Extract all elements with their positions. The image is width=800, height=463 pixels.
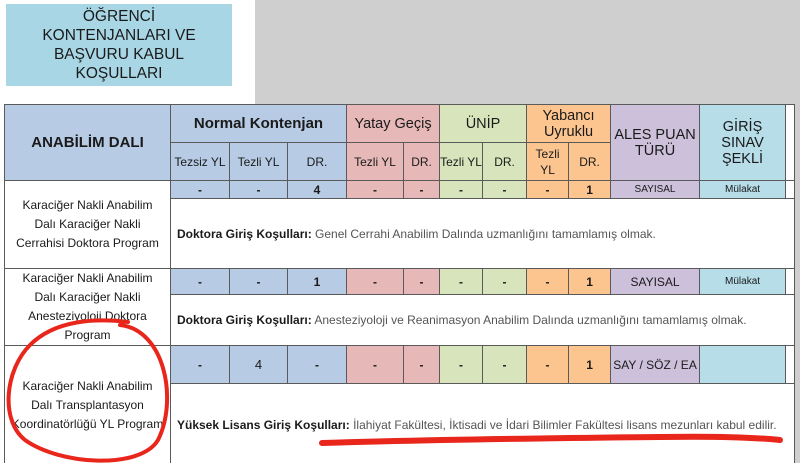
conditions-label: Yüksek Lisans Giriş Koşulları:	[177, 417, 350, 432]
cell-unip-dr: -	[483, 346, 527, 384]
header-department: ANABİLİM DALI	[5, 105, 171, 181]
sub-normal-tezli: Tezli YL	[230, 143, 288, 181]
cell-yabanci-tezli: -	[527, 269, 569, 295]
cell-normal-tezsiz: -	[171, 269, 230, 295]
admission-conditions	[171, 199, 795, 269]
cell-normal-tezsiz: -	[171, 346, 230, 384]
header-foreign: Yabancı Uyruklu	[527, 105, 611, 143]
program-name: Karaciğer Nakli Anabilim Dalı Karaciğer Nakli Anesteziyoloji Doktora Program	[5, 269, 171, 346]
cell-unip-tezli: -	[440, 181, 483, 199]
header-normal-quota: Normal Kontenjan	[171, 105, 347, 143]
cell-yatay-tezli: -	[347, 269, 404, 295]
header-exam: GİRİŞ SINAV ŞEKLİ	[700, 105, 786, 181]
conditions-text: Anesteziyoloji ve Reanimasyon Anabilim Dalında uzmanlığını tamamlamış olmak.	[311, 313, 747, 328]
cell-yabanci-dr: 1	[569, 181, 611, 199]
header-ales: ALES PUAN TÜRÜ	[611, 105, 700, 181]
quota-table	[4, 104, 795, 463]
program-name: Karaciğer Nakli Anabilim Dalı Karaciğer Nakli Cerrahisi Doktora Program	[5, 181, 171, 269]
edge-cell	[786, 269, 795, 295]
edge-cell	[786, 346, 795, 384]
conditions-text: İlahiyat Fakültesi, İktisadi ve İdari Bilimler Fakültesi lisans mezunları kabul edilir.	[349, 417, 777, 432]
sub-normal-dr: DR.	[288, 143, 347, 181]
sub-normal-tezsiz: Tezsiz YL	[171, 143, 230, 181]
sub-yabanci-dr: DR.	[569, 143, 611, 181]
cell-normal-dr: 4	[288, 181, 347, 199]
cell-normal-tezli: 4	[230, 346, 288, 384]
cell-ales: SAYISAL	[611, 269, 700, 295]
cell-exam: Mülakat	[700, 181, 786, 199]
cell-normal-tezli: -	[230, 269, 288, 295]
edge-cell	[786, 105, 795, 181]
cell-yatay-dr: -	[404, 269, 440, 295]
cell-yatay-dr: -	[404, 181, 440, 199]
cell-normal-tezli: -	[230, 181, 288, 199]
cell-yabanci-dr: 1	[569, 346, 611, 384]
conditions-text: Genel Cerrahi Anabilim Dalında uzmanlığını tamamlamış olmak.	[311, 226, 656, 241]
cell-yatay-tezli: -	[347, 181, 404, 199]
cell-exam	[700, 346, 786, 384]
page-title-box	[6, 4, 232, 86]
cell-unip-tezli: -	[440, 346, 483, 384]
sub-yatay-tezli: Tezli YL	[347, 143, 404, 181]
cell-yatay-dr: -	[404, 346, 440, 384]
cell-yatay-tezli: -	[347, 346, 404, 384]
header-transfer: Yatay Geçiş	[347, 105, 440, 143]
cell-yabanci-tezli: -	[527, 346, 569, 384]
cell-unip-tezli: -	[440, 269, 483, 295]
header-unip: ÜNİP	[440, 105, 527, 143]
conditions-label: Doktora Giriş Koşulları:	[177, 313, 312, 328]
cell-normal-tezsiz: -	[171, 181, 230, 199]
cell-unip-dr: -	[483, 269, 527, 295]
sub-yabanci-tezli: Tezli YL	[527, 143, 569, 181]
sub-yatay-dr: DR.	[404, 143, 440, 181]
cell-unip-dr: -	[483, 181, 527, 199]
program-name: Karaciğer Nakli Anabilim Dalı Transplantasyon Koordinatörlüğü YL Program	[5, 346, 171, 463]
page-title: ÖĞRENCİ KONTENJANLARI VE BAŞVURU KABUL KOŞULLARI	[42, 8, 196, 82]
conditions-label: Doktora Giriş Koşulları:	[177, 226, 312, 241]
cell-normal-dr: -	[288, 346, 347, 384]
cell-ales: SAYISAL	[611, 181, 700, 199]
sub-unip-tezli: Tezli YL	[440, 143, 483, 181]
cell-ales: SAY / SÖZ / EA	[611, 346, 700, 384]
sub-unip-dr: DR.	[483, 143, 527, 181]
cell-normal-dr: 1	[288, 269, 347, 295]
cell-yabanci-tezli: -	[527, 181, 569, 199]
cell-yabanci-dr: 1	[569, 269, 611, 295]
admission-conditions	[171, 295, 795, 346]
edge-cell	[786, 181, 795, 199]
admission-conditions	[171, 384, 795, 463]
cell-exam: Mülakat	[700, 269, 786, 295]
